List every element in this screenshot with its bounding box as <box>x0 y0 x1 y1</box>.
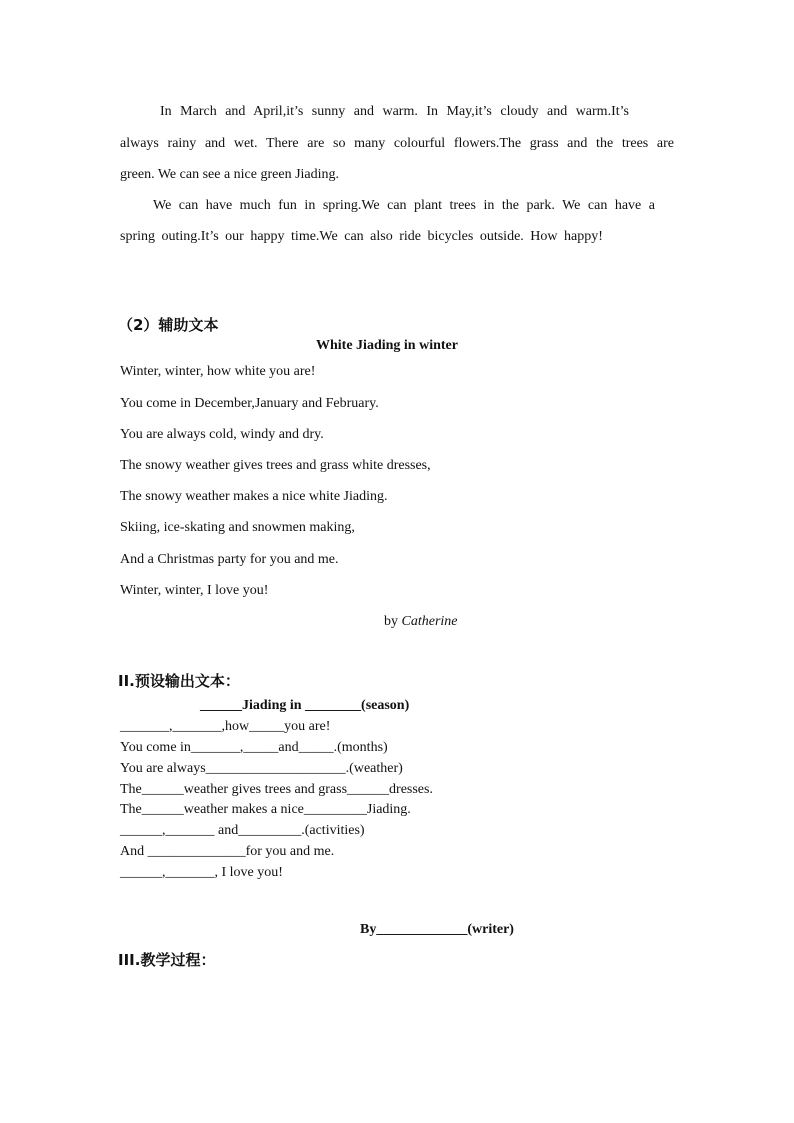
output-line-8: ______,_______, I love you! <box>120 865 283 880</box>
output-line-5: The______weather makes a nice_________Jiading. <box>120 802 411 817</box>
passage-line-1: In March and April,it’s sunny and warm. In May,it’s cloudy and warm.It’s <box>160 104 629 119</box>
poem-byline <box>384 613 458 631</box>
passage-line-3: green. We can see a nice green Jiading. <box>120 167 340 182</box>
output-line-7: And ______________for you and me. <box>120 844 335 859</box>
poem-author: Catherine <box>401 614 458 629</box>
poem-line-4: The snowy weather gives trees and grass white dresses, <box>120 458 431 473</box>
output-line-1: _______,_______,how_____you are! <box>120 719 331 734</box>
output-line-4: The______weather gives trees and grass______dresses. <box>120 782 433 797</box>
passage-line-2: always rainy and wet. There are so many colourful flowers.The grass and the trees are <box>120 136 674 151</box>
by-label: by <box>384 614 398 629</box>
aux-title: White Jiading in winter <box>316 338 458 353</box>
output-line-6: ______,_______ and_________.(activities) <box>120 823 365 838</box>
process-heading: III.教学过程： <box>118 951 216 969</box>
output-title: ______Jiading in ________(season) <box>200 698 410 713</box>
passage-line-4: We can have much fun in spring.We can plant trees in the park. We can have a <box>153 198 655 213</box>
output-heading: II.预设输出文本： <box>118 672 240 690</box>
output-line-3: You are always____________________.(weather) <box>120 761 403 776</box>
poem-line-8: Winter, winter, I love you! <box>120 583 269 598</box>
poem-line-5: The snowy weather makes a nice white Jiading. <box>120 489 388 504</box>
aux-heading: （2）辅助文本 <box>118 316 219 334</box>
output-line-2: You come in_______,_____and_____.(months) <box>120 740 388 755</box>
output-byline: By_____________(writer) <box>360 922 514 937</box>
poem-line-2: You come in December,January and February. <box>120 396 379 411</box>
poem-line-1: Winter, winter, how white you are! <box>120 364 316 379</box>
poem-line-6: Skiing, ice-skating and snowmen making, <box>120 520 355 535</box>
passage-line-5: spring outing.It’s our happy time.We can also ride bicycles outside. How happy! <box>120 229 603 244</box>
poem-line-7: And a Christmas party for you and me. <box>120 552 339 567</box>
poem-line-3: You are always cold, windy and dry. <box>120 427 324 442</box>
